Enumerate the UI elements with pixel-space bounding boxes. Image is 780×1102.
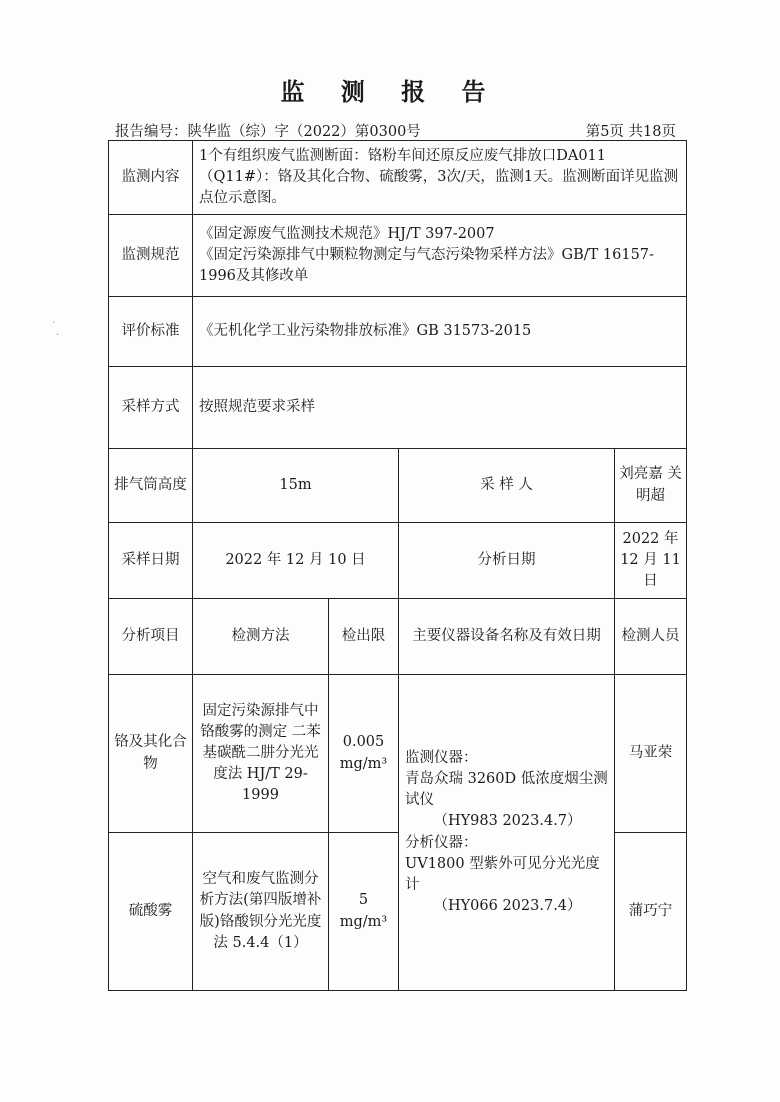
monitor-name: 青岛众瑞 3260D 低浓度烟尘测试仪 [405,771,608,809]
report-table [108,140,687,991]
row-content [109,141,687,215]
item-limit [329,675,399,833]
item-person: 蒲巧宁 [615,833,687,991]
spec-line-2: 《固定污染源排气中颗粒物测定与气态污染物采样方法》GB/T 16157-1996及其修改单 [199,246,654,284]
sampling-method-label: 采样方式 [109,367,193,449]
stack-height-label: 排气筒高度 [109,449,193,523]
content-label: 监测内容 [109,141,193,215]
analysis-header-row [109,599,687,675]
eval-label: 评价标准 [109,297,193,367]
page-info: 第5页 共18页 [585,124,676,140]
spec-value [193,215,687,297]
row-dates [109,523,687,599]
header-method: 检测方法 [193,599,329,675]
item-name: 硫酸雾 [109,833,193,991]
item-method: 固定污染源排气中铬酸雾的测定 二苯基碳酰二肼分光光度法 HJ/T 29-1999 [193,675,329,833]
analysis-label: 分析仪器： [405,834,478,851]
item-person: 马亚荣 [615,675,687,833]
report-number: 报告编号：陕华监（综）字（2022）第0300号 [115,124,421,140]
limit-unit: mg/m³ [339,913,388,930]
scan-speck: · [52,318,56,329]
row-eval [109,297,687,367]
header-instrument: 主要仪器设备名称及有效日期 [399,599,615,675]
sampler-value: 刘亮嘉 关明超 [615,449,687,523]
stack-height-value: 15m [193,449,399,523]
monitor-id: （HY983 2023.4.7） [433,813,582,830]
analysis-date-value: 2022 年 12 月 11 日 [615,523,687,599]
header-person: 检测人员 [615,599,687,675]
sampler-label: 采 样 人 [399,449,615,523]
header-item: 分析项目 [109,599,193,675]
row-spec [109,215,687,297]
item-name: 铬及其化合物 [109,675,193,833]
limit-unit: mg/m³ [339,755,388,772]
sampling-method-value: 按照规范要求采样 [193,367,687,449]
analysis-name: UV1800 型紫外可见分光光度计 [405,855,600,893]
analysis-row-chromium [109,675,687,833]
row-stack [109,449,687,523]
report-title: 监 测 报 告 [280,77,500,106]
analysis-date-label: 分析日期 [399,523,615,599]
monitor-label: 监测仪器： [405,750,478,767]
content-value: 1个有组织废气监测断面：铬粉车间还原反应废气排放口DA011（Q11#）：铬及其化合物、硫酸雾，3次/天，监测1天。监测断面详见监测点位示意图。 [193,141,687,215]
row-sampling-method [109,367,687,449]
header-limit: 检出限 [329,599,399,675]
spec-line-1: 《固定源废气监测技术规范》HJ/T 397-2007 [199,225,495,242]
limit-value: 0.005 [342,734,385,751]
analysis-id: （HY066 2023.7.4） [433,897,582,914]
scan-speck: · [56,330,60,341]
eval-value: 《无机化学工业污染物排放标准》GB 31573-2015 [193,297,687,367]
instrument-cell [399,675,615,991]
item-method: 空气和废气监测分析方法(第四版增补版)铬酸钡分光光度法 5.4.4（1） [193,833,329,991]
spec-label: 监测规范 [109,215,193,297]
sample-date-value: 2022 年 12 月 10 日 [193,523,399,599]
item-limit [329,833,399,991]
sample-date-label: 采样日期 [109,523,193,599]
limit-value: 5 [358,892,369,909]
